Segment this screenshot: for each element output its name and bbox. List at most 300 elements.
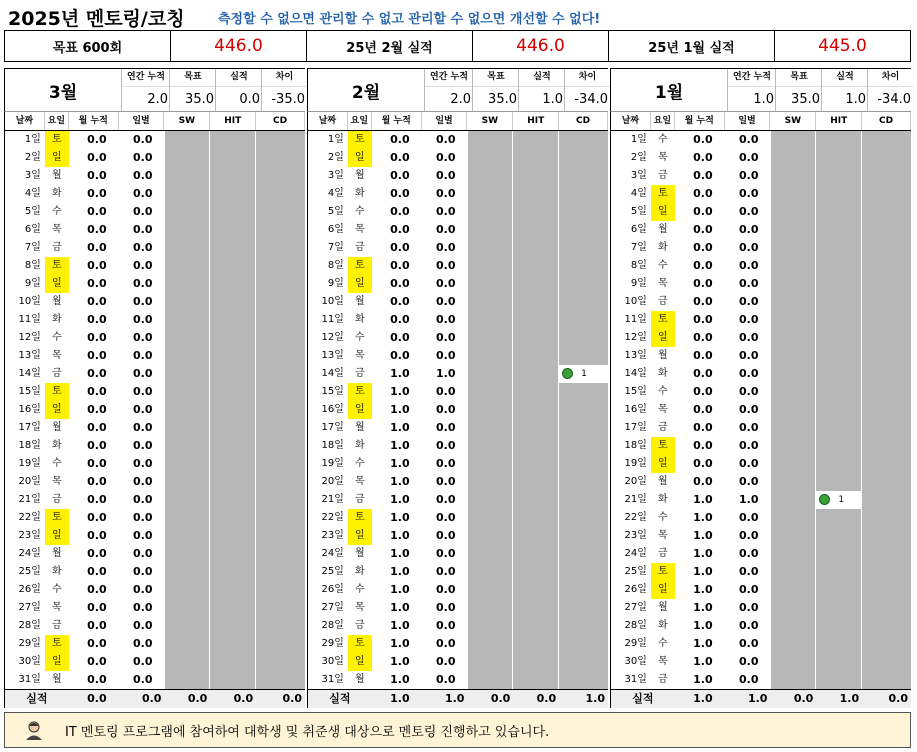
hit-cell[interactable] — [513, 275, 559, 293]
hit-cell[interactable] — [210, 527, 256, 545]
sw-cell[interactable] — [771, 671, 817, 689]
cd-cell[interactable] — [559, 473, 608, 491]
cd-cell[interactable] — [256, 563, 305, 581]
hit-cell[interactable] — [210, 239, 256, 257]
cd-cell[interactable] — [256, 491, 305, 509]
date-cell: 12일 — [18, 332, 41, 343]
cd-cell[interactable] — [559, 257, 608, 275]
sw-cell[interactable] — [165, 203, 211, 221]
cd-cell[interactable] — [559, 203, 608, 221]
day-row — [610, 419, 911, 437]
hit-cell[interactable] — [513, 185, 559, 203]
sw-cell[interactable] — [468, 167, 514, 185]
sw-cell[interactable] — [468, 185, 514, 203]
date-cell: 29일 — [321, 638, 344, 649]
cd-cell[interactable] — [559, 185, 608, 203]
sw-cell[interactable] — [165, 257, 211, 275]
hit-cell[interactable] — [513, 671, 559, 689]
hit-cell[interactable] — [210, 617, 256, 635]
sw-cell[interactable] — [771, 311, 817, 329]
cd-cell[interactable] — [559, 419, 608, 437]
sw-cell[interactable] — [771, 149, 817, 167]
hit-cell[interactable] — [210, 365, 256, 383]
sw-cell[interactable] — [771, 167, 817, 185]
hit-cell[interactable] — [816, 635, 862, 653]
sw-cell[interactable] — [771, 131, 817, 149]
sw-cell[interactable] — [468, 509, 514, 527]
sw-cell[interactable] — [165, 365, 211, 383]
hit-cell[interactable] — [816, 131, 862, 149]
cd-cell[interactable] — [862, 491, 911, 509]
cd-cell[interactable] — [559, 401, 608, 419]
sw-cell[interactable] — [771, 635, 817, 653]
cd-cell[interactable] — [862, 653, 911, 671]
sw-cell[interactable] — [771, 401, 817, 419]
sw-cell[interactable] — [468, 581, 514, 599]
cd-cell[interactable] — [862, 275, 911, 293]
cd-cell[interactable] — [256, 545, 305, 563]
cd-cell[interactable] — [256, 149, 305, 167]
stat-value: 1.0 — [753, 92, 774, 107]
cd-cell[interactable] — [862, 167, 911, 185]
sw-cell[interactable] — [468, 365, 514, 383]
cd-cell[interactable] — [862, 509, 911, 527]
hit-cell[interactable] — [210, 275, 256, 293]
hit-cell[interactable] — [513, 419, 559, 437]
sw-cell[interactable] — [468, 653, 514, 671]
cd-cell[interactable] — [256, 653, 305, 671]
cd-cell[interactable] — [256, 599, 305, 617]
hit-cell[interactable] — [210, 383, 256, 401]
cd-cell[interactable] — [862, 311, 911, 329]
hit-cell[interactable] — [513, 635, 559, 653]
sw-cell[interactable] — [468, 491, 514, 509]
hit-cell[interactable] — [513, 329, 559, 347]
hit-cell[interactable] — [513, 293, 559, 311]
hit-cell[interactable] — [513, 563, 559, 581]
cd-cell[interactable] — [862, 131, 911, 149]
hit-cell[interactable] — [816, 311, 862, 329]
hit-cell[interactable] — [210, 419, 256, 437]
hit-cell[interactable] — [210, 437, 256, 455]
cd-cell[interactable] — [256, 581, 305, 599]
sw-cell[interactable] — [165, 401, 211, 419]
sw-cell[interactable] — [771, 563, 817, 581]
hit-cell[interactable] — [816, 473, 862, 491]
hit-cell[interactable] — [210, 185, 256, 203]
cd-cell[interactable] — [559, 653, 608, 671]
sw-cell[interactable] — [468, 293, 514, 311]
sw-cell[interactable] — [771, 293, 817, 311]
hit-cell[interactable] — [210, 311, 256, 329]
sw-cell[interactable] — [771, 581, 817, 599]
hit-cell[interactable] — [816, 437, 862, 455]
hit-cell[interactable] — [210, 473, 256, 491]
hit-cell[interactable] — [210, 293, 256, 311]
sw-cell[interactable] — [468, 455, 514, 473]
cd-cell[interactable] — [559, 563, 608, 581]
hit-cell[interactable] — [210, 563, 256, 581]
daily-cell: 0.0 — [436, 277, 456, 290]
sw-cell[interactable] — [165, 293, 211, 311]
weekday-cell: 토 — [348, 383, 372, 401]
cd-cell[interactable] — [559, 221, 608, 239]
hit-cell[interactable] — [816, 365, 862, 383]
sw-cell[interactable] — [771, 185, 817, 203]
sw-cell[interactable] — [468, 635, 514, 653]
weekday-cell: 화 — [657, 494, 668, 505]
cd-cell[interactable] — [862, 185, 911, 203]
sw-cell[interactable] — [165, 437, 211, 455]
hit-cell[interactable] — [816, 257, 862, 275]
weekday-cell: 토 — [45, 383, 69, 401]
sw-cell[interactable] — [771, 599, 817, 617]
sw-cell[interactable] — [165, 383, 211, 401]
cd-cell[interactable] — [559, 167, 608, 185]
cd-cell[interactable] — [559, 599, 608, 617]
cd-cell[interactable] — [256, 185, 305, 203]
cd-cell[interactable] — [559, 617, 608, 635]
sw-cell[interactable] — [165, 527, 211, 545]
hit-cell[interactable] — [816, 491, 862, 509]
hit-cell[interactable] — [513, 545, 559, 563]
hit-cell[interactable] — [816, 419, 862, 437]
cd-cell[interactable] — [256, 131, 305, 149]
sw-cell[interactable] — [165, 509, 211, 527]
monthly-cumulative-cell: 0.0 — [693, 259, 713, 272]
hit-cell[interactable] — [816, 383, 862, 401]
sw-cell[interactable] — [165, 617, 211, 635]
cd-cell[interactable] — [256, 617, 305, 635]
cd-cell[interactable] — [256, 347, 305, 365]
daily-cell: 0.0 — [436, 385, 456, 398]
sw-cell[interactable] — [771, 329, 817, 347]
cd-cell[interactable] — [862, 203, 911, 221]
hit-cell[interactable] — [210, 545, 256, 563]
hit-cell[interactable] — [513, 617, 559, 635]
cd-cell[interactable] — [559, 635, 608, 653]
cd-cell[interactable] — [862, 527, 911, 545]
hit-cell[interactable] — [210, 401, 256, 419]
hit-cell[interactable] — [816, 239, 862, 257]
weekday-cell: 목 — [657, 278, 668, 289]
month-block — [307, 68, 608, 708]
cd-cell[interactable] — [559, 347, 608, 365]
cd-cell[interactable] — [559, 239, 608, 257]
hit-cell[interactable] — [816, 203, 862, 221]
hit-cell[interactable] — [513, 365, 559, 383]
sw-cell[interactable] — [165, 419, 211, 437]
cd-cell[interactable] — [862, 347, 911, 365]
hit-cell[interactable] — [816, 185, 862, 203]
sw-cell[interactable] — [468, 383, 514, 401]
hit-cell[interactable] — [210, 581, 256, 599]
sw-cell[interactable] — [165, 347, 211, 365]
hit-cell[interactable] — [513, 347, 559, 365]
hit-cell[interactable] — [210, 671, 256, 689]
hit-cell[interactable] — [513, 257, 559, 275]
cd-cell[interactable] — [256, 383, 305, 401]
hit-cell[interactable] — [513, 599, 559, 617]
hit-cell[interactable] — [513, 401, 559, 419]
cd-cell[interactable] — [256, 329, 305, 347]
hit-cell[interactable] — [210, 509, 256, 527]
cd-cell[interactable] — [256, 275, 305, 293]
cd-cell[interactable] — [559, 383, 608, 401]
sw-cell[interactable] — [771, 617, 817, 635]
sw-cell[interactable] — [771, 383, 817, 401]
cd-cell[interactable] — [559, 149, 608, 167]
cd-cell[interactable] — [256, 671, 305, 689]
cd-cell[interactable] — [559, 275, 608, 293]
sw-cell[interactable] — [771, 473, 817, 491]
sw-cell[interactable] — [771, 419, 817, 437]
cd-cell[interactable] — [862, 329, 911, 347]
hit-cell[interactable] — [513, 473, 559, 491]
cd-cell[interactable] — [862, 581, 911, 599]
hit-cell[interactable] — [816, 329, 862, 347]
sw-cell[interactable] — [468, 329, 514, 347]
daily-cell: 0.0 — [436, 583, 456, 596]
sw-cell[interactable] — [165, 473, 211, 491]
sw-cell[interactable] — [468, 257, 514, 275]
hit-cell[interactable] — [816, 347, 862, 365]
cd-cell[interactable] — [256, 293, 305, 311]
cd-cell[interactable] — [862, 617, 911, 635]
cd-cell[interactable] — [559, 131, 608, 149]
cd-cell[interactable] — [862, 473, 911, 491]
hit-cell[interactable] — [513, 149, 559, 167]
cd-cell[interactable] — [862, 599, 911, 617]
hit-cell[interactable] — [816, 653, 862, 671]
monthly-cumulative-cell: 0.0 — [87, 475, 107, 488]
cd-cell[interactable] — [862, 239, 911, 257]
sw-cell[interactable] — [771, 275, 817, 293]
sw-cell[interactable] — [771, 527, 817, 545]
slogan-text: 측정할 수 없으면 관리할 수 없고 관리할 수 없으면 개선할 수 없다! — [218, 12, 601, 27]
hit-cell[interactable] — [816, 599, 862, 617]
cd-cell[interactable] — [862, 671, 911, 689]
cd-cell[interactable] — [862, 401, 911, 419]
hit-cell[interactable] — [513, 527, 559, 545]
daily-cell: 0.0 — [133, 133, 153, 146]
sw-cell[interactable] — [165, 329, 211, 347]
hit-cell[interactable] — [513, 581, 559, 599]
sw-cell[interactable] — [165, 491, 211, 509]
hit-cell[interactable] — [816, 167, 862, 185]
cd-cell[interactable] — [559, 545, 608, 563]
cd-cell[interactable] — [559, 455, 608, 473]
hit-cell[interactable] — [513, 653, 559, 671]
cd-cell[interactable] — [256, 239, 305, 257]
hit-cell[interactable] — [816, 401, 862, 419]
hit-cell[interactable] — [816, 617, 862, 635]
sw-cell[interactable] — [771, 203, 817, 221]
hit-cell[interactable] — [513, 437, 559, 455]
cd-cell[interactable] — [862, 455, 911, 473]
hit-cell[interactable] — [210, 221, 256, 239]
cd-cell[interactable] — [862, 365, 911, 383]
hit-cell[interactable] — [513, 491, 559, 509]
hit-cell[interactable] — [513, 311, 559, 329]
sw-cell[interactable] — [771, 221, 817, 239]
sw-cell[interactable] — [165, 563, 211, 581]
sw-cell[interactable] — [468, 131, 514, 149]
sw-cell[interactable] — [165, 599, 211, 617]
sw-cell[interactable] — [165, 455, 211, 473]
cd-cell[interactable] — [559, 293, 608, 311]
hit-cell[interactable] — [513, 239, 559, 257]
cd-cell[interactable] — [256, 221, 305, 239]
sw-cell[interactable] — [165, 311, 211, 329]
cd-cell[interactable] — [256, 527, 305, 545]
hit-cell[interactable] — [816, 581, 862, 599]
hit-cell[interactable] — [513, 167, 559, 185]
hit-cell[interactable] — [816, 293, 862, 311]
sw-cell[interactable] — [771, 347, 817, 365]
hit-cell[interactable] — [513, 203, 559, 221]
sw-cell[interactable] — [468, 401, 514, 419]
cd-cell[interactable] — [256, 257, 305, 275]
cd-cell[interactable] — [862, 257, 911, 275]
sw-cell[interactable] — [165, 239, 211, 257]
cd-cell[interactable] — [256, 401, 305, 419]
sw-cell[interactable] — [165, 635, 211, 653]
hit-cell[interactable] — [816, 221, 862, 239]
sw-cell[interactable] — [771, 455, 817, 473]
sw-cell[interactable] — [165, 275, 211, 293]
cd-cell[interactable] — [559, 329, 608, 347]
sw-cell[interactable] — [468, 599, 514, 617]
hit-cell[interactable] — [816, 275, 862, 293]
cd-cell[interactable] — [256, 635, 305, 653]
sw-cell[interactable] — [165, 185, 211, 203]
sw-cell[interactable] — [468, 239, 514, 257]
cd-cell[interactable] — [256, 473, 305, 491]
hit-cell[interactable] — [210, 347, 256, 365]
sw-cell[interactable] — [771, 365, 817, 383]
cd-cell[interactable] — [862, 563, 911, 581]
sw-cell[interactable] — [771, 491, 817, 509]
sw-cell[interactable] — [771, 653, 817, 671]
cd-cell[interactable] — [559, 581, 608, 599]
cd-cell[interactable] — [559, 671, 608, 689]
sw-cell[interactable] — [165, 653, 211, 671]
cd-cell[interactable] — [862, 221, 911, 239]
cd-cell[interactable] — [559, 311, 608, 329]
sw-cell[interactable] — [165, 167, 211, 185]
sw-cell[interactable] — [468, 221, 514, 239]
cd-cell[interactable] — [862, 419, 911, 437]
sw-cell[interactable] — [468, 203, 514, 221]
hit-cell[interactable] — [816, 149, 862, 167]
daily-cell: 0.0 — [436, 421, 456, 434]
monthly-cumulative-cell: 0.0 — [390, 259, 410, 272]
sw-cell[interactable] — [771, 437, 817, 455]
sw-cell[interactable] — [468, 671, 514, 689]
cd-cell[interactable] — [559, 437, 608, 455]
sw-cell[interactable] — [165, 545, 211, 563]
hit-cell[interactable] — [513, 509, 559, 527]
cd-cell[interactable] — [256, 365, 305, 383]
sw-cell[interactable] — [771, 257, 817, 275]
sw-cell[interactable] — [468, 437, 514, 455]
sw-cell[interactable] — [165, 581, 211, 599]
sw-cell[interactable] — [165, 221, 211, 239]
cd-cell[interactable] — [862, 635, 911, 653]
hit-cell[interactable] — [210, 455, 256, 473]
sw-cell[interactable] — [468, 347, 514, 365]
cd-cell[interactable] — [862, 437, 911, 455]
cd-cell[interactable] — [862, 149, 911, 167]
cd-cell[interactable] — [256, 203, 305, 221]
cd-cell[interactable] — [559, 491, 608, 509]
hit-cell[interactable] — [816, 545, 862, 563]
hit-cell[interactable] — [210, 203, 256, 221]
cd-cell[interactable] — [256, 455, 305, 473]
sw-cell[interactable] — [468, 545, 514, 563]
hit-cell[interactable] — [210, 149, 256, 167]
sw-cell[interactable] — [468, 311, 514, 329]
sw-cell[interactable] — [468, 275, 514, 293]
cd-cell[interactable] — [256, 509, 305, 527]
hit-cell[interactable] — [210, 653, 256, 671]
cd-cell[interactable] — [559, 509, 608, 527]
hit-cell[interactable] — [513, 383, 559, 401]
hit-cell[interactable] — [210, 257, 256, 275]
hit-cell[interactable] — [210, 131, 256, 149]
hit-cell[interactable] — [513, 131, 559, 149]
sw-cell[interactable] — [468, 419, 514, 437]
cd-cell[interactable] — [862, 545, 911, 563]
hit-cell[interactable] — [816, 509, 862, 527]
hit-cell[interactable] — [513, 455, 559, 473]
sw-cell[interactable] — [165, 131, 211, 149]
cd-cell[interactable] — [559, 365, 608, 383]
hit-cell[interactable] — [816, 671, 862, 689]
cd-cell[interactable] — [559, 527, 608, 545]
sw-cell[interactable] — [165, 149, 211, 167]
hit-cell[interactable] — [816, 455, 862, 473]
sw-cell[interactable] — [165, 671, 211, 689]
hit-cell[interactable] — [816, 527, 862, 545]
hit-cell[interactable] — [210, 329, 256, 347]
cd-cell[interactable] — [862, 383, 911, 401]
cd-cell[interactable] — [862, 293, 911, 311]
hit-cell[interactable] — [816, 563, 862, 581]
sw-cell[interactable] — [771, 545, 817, 563]
cd-cell[interactable] — [256, 437, 305, 455]
daily-cell: 0.0 — [739, 655, 759, 668]
date-cell: 17일 — [624, 422, 647, 433]
sw-cell[interactable] — [771, 239, 817, 257]
hit-cell[interactable] — [210, 599, 256, 617]
hit-cell[interactable] — [210, 491, 256, 509]
hit-cell[interactable] — [210, 167, 256, 185]
cd-cell[interactable] — [256, 311, 305, 329]
sw-cell[interactable] — [468, 617, 514, 635]
sw-cell[interactable] — [771, 509, 817, 527]
sw-cell[interactable] — [468, 473, 514, 491]
date-cell: 4일 — [327, 188, 344, 199]
sw-cell[interactable] — [468, 149, 514, 167]
cd-cell[interactable] — [256, 167, 305, 185]
sw-cell[interactable] — [468, 527, 514, 545]
cd-cell[interactable] — [256, 419, 305, 437]
hit-cell[interactable] — [210, 635, 256, 653]
hit-cell[interactable] — [513, 221, 559, 239]
sw-cell[interactable] — [468, 563, 514, 581]
